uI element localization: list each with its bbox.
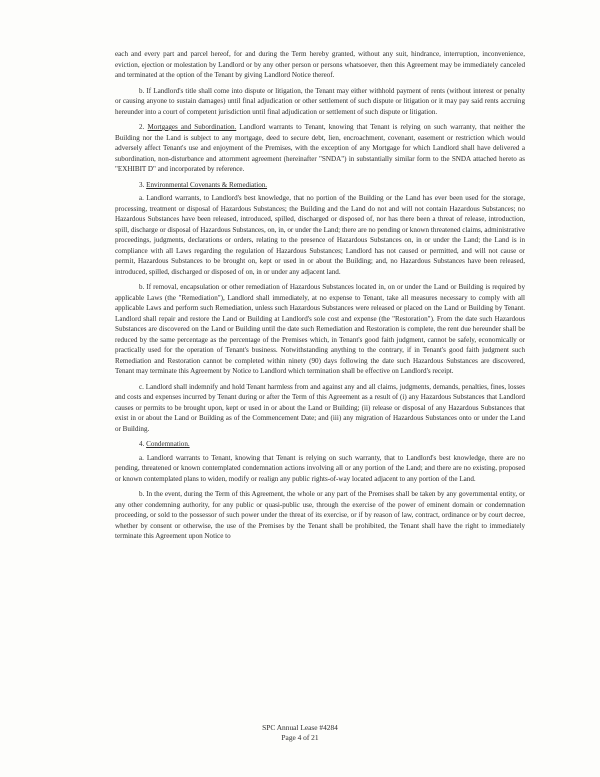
section-3-title: Environmental Covenants & Remediation. xyxy=(146,180,268,189)
section-4-title: Condemnation. xyxy=(146,440,190,448)
section-3-heading xyxy=(115,180,525,191)
section-3-number: 3. xyxy=(139,180,145,189)
page-footer xyxy=(0,723,600,743)
section-2-number: 2. xyxy=(139,123,145,131)
footer-page-number: Page 4 of 21 xyxy=(281,733,319,742)
paragraph-4b: b. In the event, during the Term of this Agreement, the whole or any part of the Premises shall be taken by any governmental entity, or any other condemning authority, for any public or quasi-public use, through the exercise of the power of eminent domain or condemnation proceeding, or sold to the possessor of such power under the threat of its exercise, or if by reason of law, contract, ordinance or by court decree, whether by consent or otherwise, the use of the Premises by the Tenant shall be prohibited, the Tenant shall have the right to immediately terminate this Agreement upon Notice to xyxy=(115,490,525,540)
footer-lease-number: SPC Annual Lease #4284 xyxy=(262,723,338,732)
paragraph-3c: c. Landlord shall indemnify and hold Tenant harmless from and against any and all claims, judgments, demands, penalties, fines, losses and costs and expenses incurred by Tenant during or after the Term of this Agreement as a result of (i) any Hazardous Substances that Landlord causes or permits to be brought upon, kept or used in or about the Land or Building; (ii) release or disposal of any Hazardous Substances that exist in or about the Land or Building as of the Commencement Date; and (iii) any migration of Hazardous Substances onto or under the Land or Building. xyxy=(115,382,525,433)
section-4-heading xyxy=(115,439,525,450)
section-2-paragraph xyxy=(115,122,525,175)
section-4-number: 4. xyxy=(139,440,145,448)
paragraph-3b: b. If removal, encapsulation or other remediation of Hazardous Substances located in, on or under the Land or Building is required by applicable Laws (the "Remediation"), Landlord shall immediately, at no expense to Tenant, take all measures necessary to comply with all applicable Laws and perform such Remediation, unless such Hazardous Substances were released or placed on the Land or Building by Tenant. Landlord shall repair and restore the Land or Building at Landlord's sole cost and expense (the "Restoration"). From the date such Hazardous Substances are discovered on the Land or Building until the date such Remediation and Restoration is complete, the rent due hereunder shall be reduced by the same percentage as the percentage of the Premises which, in Tenant's good faith judgment, cannot be safely, economically or practically used for the operation of Tenant's business. Notwithstanding anything to the contrary, if in Tenant's good faith judgment such Remediation and Restoration cannot be completed within ninety (90) days following the date such Hazardous Substances are discovered, Tenant may terminate this Agreement by Notice to Landlord which termination shall be effective on Landlord's receipt. xyxy=(115,283,525,375)
paragraph-continuation: each and every part and parcel hereof, for and during the Term hereby granted, without any suit, hindrance, interruption, inconvenience, eviction, ejection or molestation by Landlord or by any other person or persons whatsoever, then this Agreement may be immediately canceled and terminated at the option of the Tenant by giving Landlord Notice thereof. xyxy=(115,50,525,79)
section-2-title: Mortgages and Subordination. xyxy=(147,123,237,131)
document-body xyxy=(115,49,525,547)
paragraph-3a: a. Landlord warrants, to Landlord's best knowledge, that no portion of the Building or the Land has ever been used for the storage, processing, treatment or disposal of Hazardous Substances; the Building and the Land do not and will not contain Hazardous Substances; no Hazardous Substances have been released, introduced, spilled, discharged or disposed of, nor has there been a threat of release, introduction, spill, discharge or disposal of Hazardous Substances, on, in, or under the Land; there are no pending or known threatened claims, administrative proceedings, judgments, declarations or orders, relating to the presence of Hazardous Substances on, in or under the Land; the Land is in compliance with all Laws regarding the regulation of Hazardous Substances; Landlord has not caused or permitted, and will not cause or permit, Hazardous Substances to be brought on, kept or used in or about the Building; and, no Hazardous Substances have been released, introduced, spilled, discharged or disposed of on, in or under any adjacent land. xyxy=(115,194,525,276)
paragraph-1b: b. If Landlord's title shall come into dispute or litigation, the Tenant may either withhold payment of rents (without interest or penalty or causing anyone to sustain damages) until final adjudication or other settlement of such dispute or litigation or it may pay said rents accruing hereunder into a court of competent jurisdiction until final adjudication or settlement of such dispute or litigation. xyxy=(115,86,525,116)
section-2-body: Landlord warrants to Tenant, knowing that Tenant is relying on such warranty, that neither the Building nor the Land is subject to any mortgage, deed to secure debt, lien, encroachment, covenant, easement or restriction which would adversely affect Tenant's use and enjoyment of the Premises, with the exception of any Mortgage for which Landlord shall have delivered a subordination, non-disturbance and attornment agreement (hereinafter "SNDA") in substantially similar form to the SNDA attached hereto as "EXHIBIT D" and incorporated by reference. xyxy=(115,123,525,173)
paragraph-4a: a. Landlord warrants to Tenant, knowing that Tenant is relying on such warranty, that to Landlord's best knowledge, there are no pending, threatened or known contemplated condemnation actions involving all or any portion of the Land; and there are no existing, proposed or known contemplated plans to widen, modify or realign any public rights-of-way located adjacent to any portion of the Land. xyxy=(115,453,525,483)
